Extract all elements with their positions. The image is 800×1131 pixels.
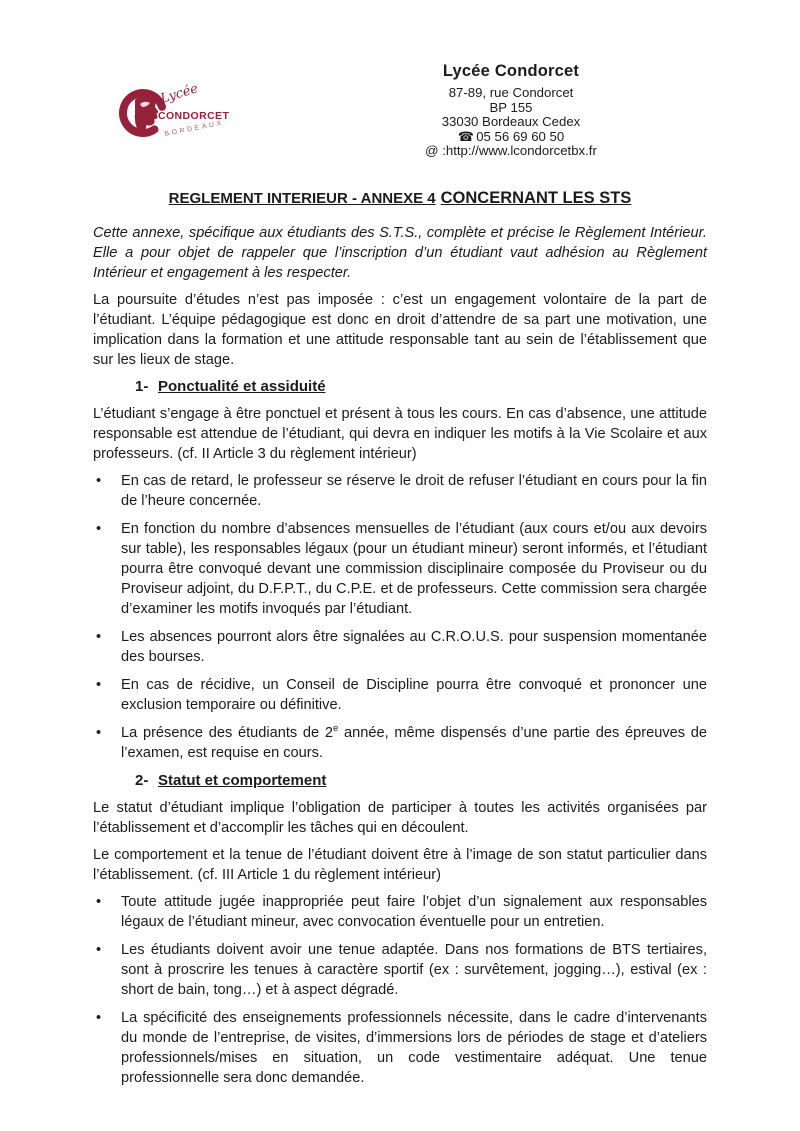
telephone-icon: ☎: [457, 128, 475, 144]
section-2-heading: [135, 771, 707, 791]
list-item: [93, 627, 707, 667]
title-part-1: REGLEMENT INTERIEUR - ANNEXE 4: [168, 190, 436, 207]
document-body: [93, 187, 707, 1096]
list-item: [93, 1008, 707, 1088]
bullet-icon: •: [96, 725, 102, 741]
phone-number: 05 56 69 60 50: [476, 128, 565, 144]
website-line: @ :http://www.lcondorcetbx.fr: [425, 143, 597, 159]
bullet-icon: •: [96, 473, 102, 489]
bullet-text: En cas de retard, le professeur se réserve le droit de refuser l’étudiant en cours pour la fin de l’heure concernée.: [121, 473, 707, 509]
logo-script-text: Lycée: [158, 81, 200, 107]
list-item: [93, 519, 707, 619]
bullet-text-post: année, même dispensés d’une partie des épreuves de l’examen, est requise en cours.: [121, 725, 707, 761]
list-item: [93, 892, 707, 932]
address-line-3: 33030 Bordeaux Cedex: [441, 114, 581, 130]
intro-paragraph: La poursuite d’études n’est pas imposée : c’est un engagement volontaire de la part de l’étudiant. L’équipe pédagogique est donc en droit d’attendre de sa part une motivation, une implication dans la formation et une attitude responsable tant au sein de l’établissement que sur les lieux de stage.: [93, 292, 707, 368]
logo-city-text: BORDEAUX: [164, 119, 225, 138]
list-item: [93, 723, 707, 763]
section-2-paragraph-1: Le statut d’étudiant implique l’obligation de participer à toutes les activités organisées par l’établissement et d’accomplir les tâches qui en découlent.: [93, 800, 707, 836]
section-1-heading: [135, 377, 707, 397]
list-item: [93, 471, 707, 511]
bullet-icon: •: [96, 677, 102, 693]
school-name: Lycée Condorcet: [442, 62, 580, 80]
letterhead: [366, 62, 656, 159]
bullet-text: Toute attitude jugée inappropriée peut faire l’objet d’un signalement aux responsables légaux de l’étudiant mineur, avec convocation éventuelle pour un entretien.: [121, 894, 707, 930]
bullet-icon: •: [96, 629, 102, 645]
bullet-text: [121, 723, 707, 763]
bullet-text: Les étudiants doivent avoir une tenue adaptée. Dans nos formations de BTS tertiaires, sont à proscrire les tenues à caractère sportif (ex : survêtement, jogging…), estival (ex : short de bain, tong…) et à aspect dégradé.: [121, 942, 707, 998]
bullet-icon: •: [96, 894, 102, 910]
section-2-paragraph-2: Le comportement et la tenue de l’étudiant doivent être à l’image de son statut particulier dans l’établissement. (cf. III Article 1 du règlement intérieur): [93, 847, 707, 883]
superscript-e: e: [333, 723, 339, 735]
bullet-text: En cas de récidive, un Conseil de Discipline pourra être convoqué et prononcer une exclusion temporaire ou définitive.: [121, 677, 707, 713]
address-line-1: 87-89, rue Condorcet: [448, 85, 574, 100]
school-logo: [118, 80, 230, 146]
condorcet-logo-graphic: [118, 80, 230, 146]
bullet-text: La spécificité des enseignements professionnels nécessite, dans le cadre d’intervenants du monde de l’entreprise, de visites, d’immersions lors de périodes de stage et d’ateliers professionnels/mises en situation, un code vestimentaire adéquat. Une tenue professionnelle sera donc demandée.: [121, 1010, 707, 1086]
section-1-title: Ponctualité et assiduité: [158, 378, 326, 395]
list-item: [93, 675, 707, 715]
bullet-text: Les absences pourront alors être signalées au C.R.O.U.S. pour suspension momentanée des bourses.: [121, 629, 707, 665]
bullet-icon: •: [96, 1010, 102, 1026]
bullet-icon: •: [96, 521, 102, 537]
section-2-title: Statut et comportement: [158, 772, 327, 789]
bullet-text: En fonction du nombre d’absences mensuelles de l’étudiant (aux cours et/ou aux devoirs sur table), les responsables légaux (pour un étudiant mineur) seront informés, et l’étudiant pourra être convoqué devant une commission disciplinaire composée du Proviseur ou du Proviseur adjoint, du D.F.P.T., du C.P.E. et de professeurs. Cette commission sera chargée d’examiner les motifs invoqués par l’étudiant.: [121, 521, 707, 617]
logo-name-text: CONDORCET: [158, 110, 230, 122]
list-item: [93, 940, 707, 1000]
intro-italic-paragraph: Cette annexe, spécifique aux étudiants des S.T.S., complète et précise le Règlement Intérieur. Elle a pour objet de rappeler que l’inscription d’un étudiant vaut adhésion au Règlement Intérieur et engagement à les respecter.: [93, 225, 707, 281]
section-2-number: 2-: [135, 772, 149, 789]
phone-line: [366, 130, 656, 145]
section-1-number: 1-: [135, 378, 149, 395]
section-1-paragraph: L’étudiant s’engage à être ponctuel et présent à tous les cours. En cas d’absence, une attitude responsable est attendue de l’étudiant, qui devra en indiquer les motifs à la Vie Scolaire et aux professeurs. (cf. II Article 3 du règlement intérieur): [93, 406, 707, 462]
title-part-2: CONCERNANT LES STS: [440, 189, 632, 207]
bullet-text-pre: La présence des étudiants de 2: [121, 725, 333, 741]
document-title: [93, 187, 707, 210]
address-line-2: BP 155: [489, 99, 533, 115]
bullet-icon: •: [96, 942, 102, 958]
